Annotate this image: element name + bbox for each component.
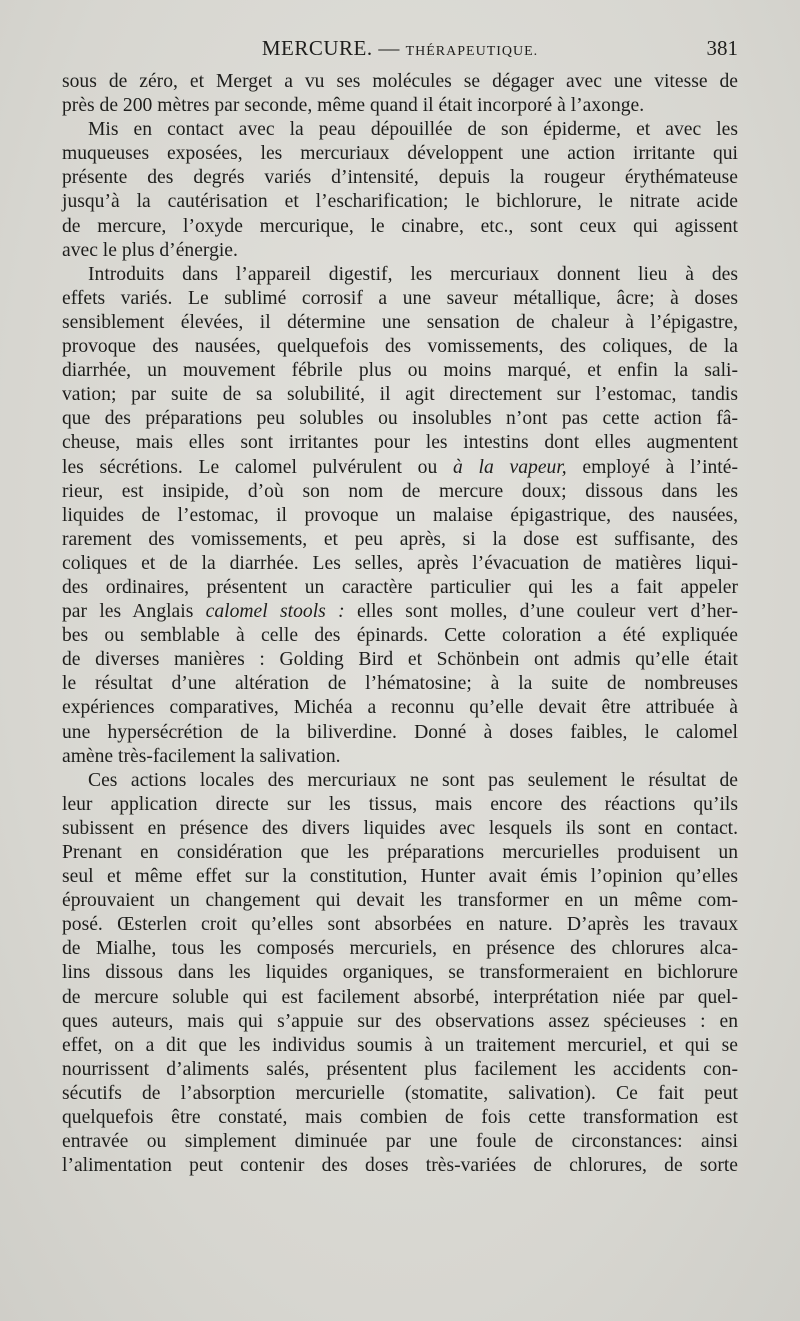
text-line: de Mialhe, tous les composés mercuriels, en présence des chlorures alca- xyxy=(62,938,738,960)
text-line: le résultat d’une altération de l’hématosine; à la suite de nombreuses xyxy=(62,673,738,695)
text-line: rieur, est insipide, d’où son nom de mercure doux; dissous dans les xyxy=(62,480,738,502)
line-segment: employé à l’inté- xyxy=(566,456,738,478)
text-line: Ces actions locales des mercuriaux ne sont pas seulement le résultat de xyxy=(88,769,738,791)
text-line: muqueuses exposées, les mercuriaux développent une action irritante qui xyxy=(62,143,738,165)
paragraph-2 xyxy=(62,118,738,263)
text-line: seul et même effet sur la constitution, Hunter avait émis l’opinion qu’elles xyxy=(62,866,738,888)
text-line: quelquefois être constaté, mais combien de fois cette transformation est xyxy=(62,1107,738,1129)
line-segment: les sécrétions. Le calomel pulvérulent ou xyxy=(62,456,454,478)
text-line: présente des degrés variés d’intensité, depuis la rougeur érythémateuse xyxy=(62,167,738,189)
paragraph-1 xyxy=(62,70,738,118)
text-line: des ordinaires, présentent un caractère particulier qui les a fait appeler xyxy=(62,576,738,598)
page-number: 381 xyxy=(706,36,738,60)
text-line: expériences comparatives, Michéa a reconnu qu’elle devait être attribuée à xyxy=(62,697,738,719)
body-text xyxy=(62,70,738,1178)
text-line: sous de zéro, et Merget a vu ses molécules se dégager avec une vitesse de xyxy=(62,71,738,92)
running-title xyxy=(62,36,738,61)
text-line: éprouvaient un changement qui devait les transformer en un même com- xyxy=(62,890,738,912)
text-line: une hypersécrétion de la biliverdine. Donné à doses faibles, le calomel xyxy=(62,721,738,743)
text-line: coliques et de la diarrhée. Les selles, après l’évacuation de matières liqui- xyxy=(62,552,738,574)
text-line: entravée ou simplement diminuée par une foule de circonstances: ainsi xyxy=(62,1131,738,1153)
text-line: Mis en contact avec la peau dépouillée de son épiderme, et avec les xyxy=(88,119,738,141)
text-line-with-italic xyxy=(62,456,738,480)
text-line: diarrhée, un mouvement fébrile plus ou moins marqué, et enfin la sali- xyxy=(62,360,738,382)
text-line: posé. Œsterlen croit qu’elles sont absorbées en nature. D’après les travaux xyxy=(62,914,738,936)
text-line: nourrissent d’aliments salés, présentent plus facilement les accidents con- xyxy=(62,1058,738,1080)
text-line: amène très-facilement la salivation. xyxy=(62,745,341,767)
text-line: jusqu’à la cautérisation et l’escharification; le bichlorure, le nitrate acide xyxy=(62,191,738,213)
text-line: lins dissous dans les liquides organiques, se transformeraient en bichlorure xyxy=(62,962,738,984)
text-line: provoque des nausées, quelquefois des vomissements, des coliques, de la xyxy=(62,336,738,358)
text-line: rarement des vomissements, et peu après, si la dose est suffisante, des xyxy=(62,528,738,550)
text-line: Prenant en considération que les préparations mercurielles produisent un xyxy=(62,842,738,863)
text-line: leur application directe sur les tissus, mais encore des réactions qu’ils xyxy=(62,793,738,815)
line-segment: par les Anglais xyxy=(62,601,206,623)
text-line: ques auteurs, mais qui s’appuie sur des observations assez spécieuses : en xyxy=(62,1010,738,1032)
text-line: de diverses manières : Golding Bird et Schönbein ont admis qu’elle était xyxy=(62,649,738,671)
text-line: que des préparations peu solubles ou insolubles n’ont pas cette action fâ- xyxy=(62,408,738,430)
running-header xyxy=(62,36,738,66)
text-line: cheuse, mais elles sont irritantes pour les intestins dont elles augmentent xyxy=(62,432,738,454)
line-segment: elles sont molles, d’une couleur vert d’her- xyxy=(344,601,738,623)
text-line: avec le plus d’énergie. xyxy=(62,239,238,261)
text-line: effets variés. Le sublimé corrosif a une saveur métallique, âcre; à doses xyxy=(62,287,738,309)
text-line: sensiblement élevées, il détermine une sensation de chaleur à l’épigastre, xyxy=(62,311,738,333)
paragraph-4 xyxy=(62,769,738,1179)
text-line: vation; par suite de sa solubilité, il agit directement sur l’estomac, tandis xyxy=(62,384,738,406)
text-line: de mercure, l’oxyde mercurique, le cinabre, etc., sont ceux qui agissent xyxy=(62,215,738,237)
text-line: près de 200 mètres par seconde, même quand il était incorporé à l’axonge. xyxy=(62,95,645,117)
text-line: l’alimentation peut contenir des doses très-variées de chlorures, de sorte xyxy=(62,1155,738,1177)
running-title-dash: — xyxy=(378,36,400,60)
text-line: de mercure soluble qui est facilement absorbé, interprétation niée par quel- xyxy=(62,986,738,1008)
italic-phrase: à la vapeur, xyxy=(453,456,567,478)
text-line: subissent en présence des divers liquides avec lesquels ils sont en contact. xyxy=(62,817,738,839)
text-line: effet, on a dit que les individus soumis à un traitement mercuriel, et qui se xyxy=(62,1034,738,1056)
running-title-sub: THÉRAPEUTIQUE. xyxy=(405,44,539,59)
text-line-with-italic xyxy=(62,600,738,624)
running-title-main: MERCURE. xyxy=(261,36,373,60)
paragraph-3 xyxy=(62,263,738,769)
text-line: Introduits dans l’appareil digestif, les mercuriaux donnent lieu à des xyxy=(88,263,738,285)
text-line: bes ou semblable à celle des épinards. Cette coloration a été expliquée xyxy=(62,625,738,647)
text-line: sécutifs de l’absorption mercurielle (stomatite, salivation). Ce fait peut xyxy=(62,1082,738,1104)
text-line: liquides de l’estomac, il provoque un malaise épigastrique, des nausées, xyxy=(62,504,738,526)
italic-phrase: calomel stools : xyxy=(205,601,345,623)
